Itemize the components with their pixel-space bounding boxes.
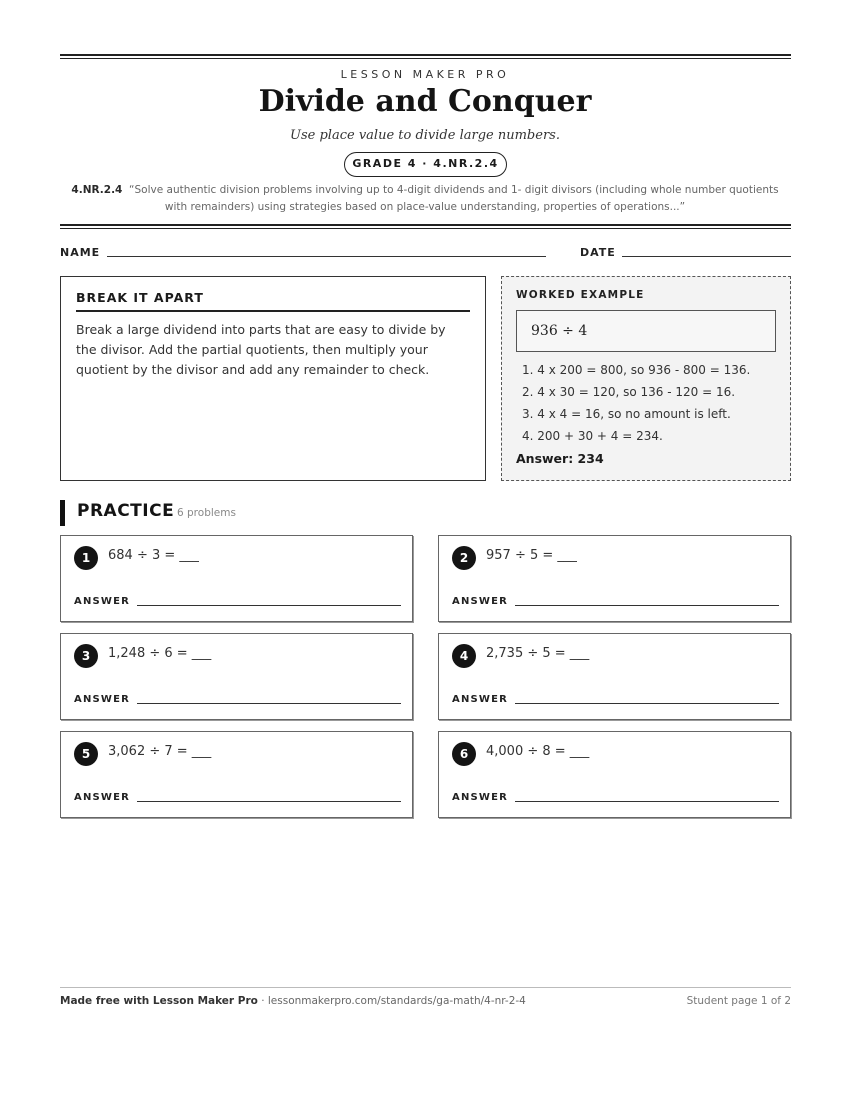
answer-label: ANSWER — [452, 694, 509, 705]
answer-field[interactable] — [515, 605, 779, 606]
problem-card-6 — [438, 731, 791, 818]
problem-number-badge: 3 — [74, 644, 98, 668]
date-label: DATE — [580, 246, 616, 259]
answer-label: ANSWER — [452, 792, 509, 803]
footer-url: · lessonmakerpro.com/standards/ga-math/4-nr-2-4 — [257, 995, 526, 1007]
problem-question: 2,735 ÷ 5 = ___ — [486, 646, 590, 661]
answer-label: ANSWER — [74, 694, 131, 705]
practice-accent-bar — [60, 500, 65, 526]
page-subtitle: Use place value to divide large numbers. — [290, 128, 560, 143]
worked-example-box — [501, 276, 791, 481]
worked-example-steps — [516, 359, 776, 447]
footer-rule — [60, 987, 791, 988]
problem-card-2 — [438, 535, 791, 622]
problem-question: 684 ÷ 3 = ___ — [108, 548, 199, 563]
problem-question: 1,248 ÷ 6 = ___ — [108, 646, 212, 661]
worked-example-problem: 936 ÷ 4 — [516, 310, 776, 352]
practice-title: PRACTICE — [77, 501, 175, 521]
worked-step: 4. 200 + 30 + 4 = 234. — [522, 429, 663, 443]
problem-card-4 — [438, 633, 791, 720]
worked-step: 2. 4 x 30 = 120, so 136 - 120 = 16. — [522, 385, 736, 399]
name-field[interactable] — [107, 256, 546, 257]
problem-number-badge: 5 — [74, 742, 98, 766]
answer-field[interactable] — [515, 703, 779, 704]
problem-question: 957 ÷ 5 = ___ — [486, 548, 577, 563]
problem-number-badge: 2 — [452, 546, 476, 570]
standard-text: “Solve authentic division problems involving up to 4-digit dividends and 1- digit divisors (including whole number quotients with remainders) using strategies based on place-value understanding, properties of operations...” — [129, 184, 779, 213]
worked-step: 1. 4 x 200 = 800, so 936 - 800 = 136. — [522, 363, 751, 377]
problem-question: 4,000 ÷ 8 = ___ — [486, 744, 590, 759]
problem-card-1 — [60, 535, 413, 622]
answer-label: ANSWER — [74, 792, 131, 803]
answer-field[interactable] — [137, 801, 401, 802]
answer-label: ANSWER — [452, 596, 509, 607]
problem-card-5 — [60, 731, 413, 818]
worked-example-heading: WORKED EXAMPLE — [516, 289, 645, 301]
footer-credit — [60, 995, 526, 1007]
break-it-apart-body: Break a large dividend into parts that are easy to divide by the divisor. Add the partial quotients, then multiply your quotient by the divisor and add any remainder to check. — [76, 322, 446, 377]
answer-field[interactable] — [137, 703, 401, 704]
worked-example-answer: Answer: 234 — [516, 451, 604, 466]
page-title: Divide and Conquer — [258, 84, 592, 119]
footer-page-number: Student page 1 of 2 — [686, 995, 791, 1007]
problem-number-badge: 6 — [452, 742, 476, 766]
worked-step: 3. 4 x 4 = 16, so no amount is left. — [522, 407, 731, 421]
grade-badge: GRADE 4 · 4.NR.2.4 — [344, 152, 507, 177]
standard-code: 4.NR.2.4 — [71, 184, 123, 196]
top-double-rule — [60, 54, 791, 59]
date-field[interactable] — [622, 256, 791, 257]
practice-count: 6 problems — [177, 507, 236, 519]
brand-name: LESSON MAKER PRO — [340, 68, 510, 81]
answer-field[interactable] — [515, 801, 779, 802]
answer-label: ANSWER — [74, 596, 131, 607]
standard-description — [70, 182, 780, 216]
footer-made-with: Made free with Lesson Maker Pro — [60, 995, 258, 1007]
header-bottom-rule — [60, 224, 791, 229]
name-label: NAME — [60, 246, 101, 259]
answer-field[interactable] — [137, 605, 401, 606]
problem-question: 3,062 ÷ 7 = ___ — [108, 744, 212, 759]
break-it-apart-box — [60, 276, 486, 481]
problem-number-badge: 4 — [452, 644, 476, 668]
problem-card-3 — [60, 633, 413, 720]
problem-number-badge: 1 — [74, 546, 98, 570]
break-it-apart-heading: BREAK IT APART — [76, 290, 470, 312]
